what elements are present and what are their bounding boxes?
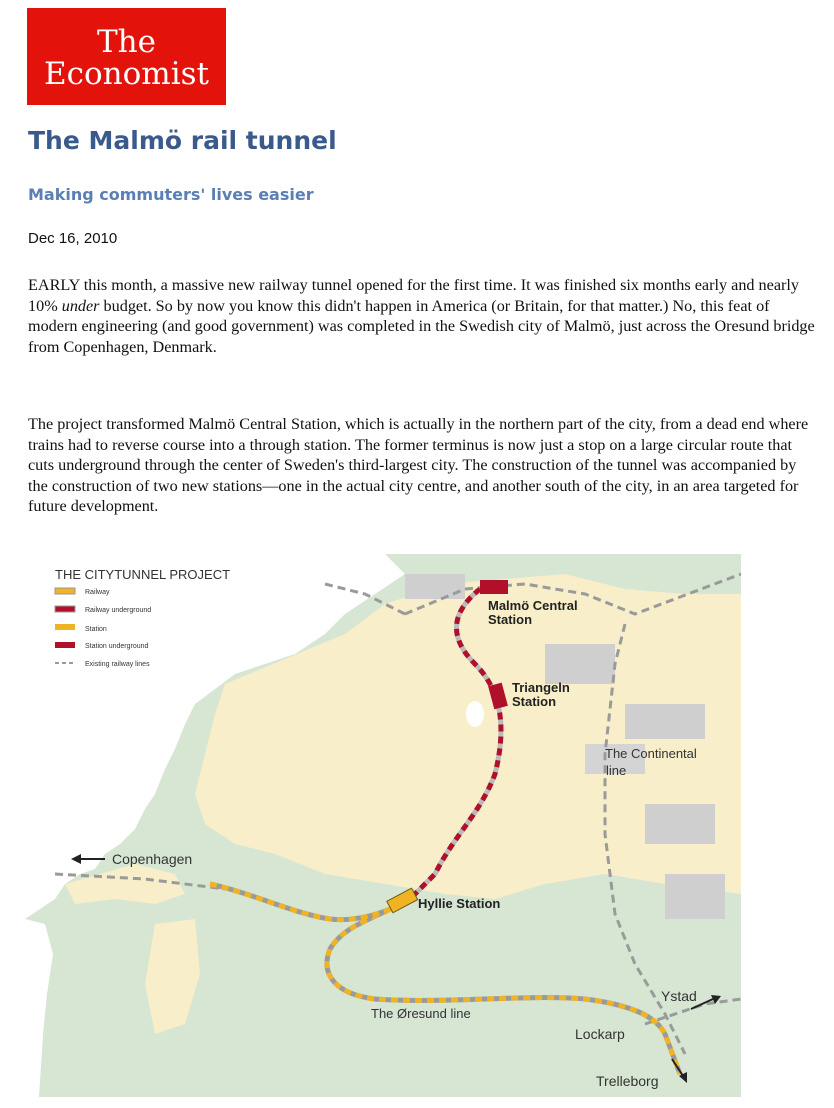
legend-swatch-station: [55, 624, 75, 630]
label-triangeln: Triangeln: [512, 680, 570, 695]
logo-line-2: Economist: [44, 56, 209, 92]
article-paragraph-2: The project transformed Malmö Central Station, which is actually in the northern part of the city, from a dead end where trains had to reverse course into a through station. The former terminus is now just a stop on a large circular route that cuts underground through the center of Sweden's third-largest city. The construction of the tunnel was accompanied by the construction of two new stations—one in the actual city centre, and another south of the city, in an area targeted for future development.: [28, 415, 809, 516]
legend-underground: Railway underground: [85, 607, 152, 614]
industrial-block: [545, 644, 615, 684]
industrial-block: [625, 704, 705, 739]
citytunnel-map: [25, 554, 741, 1097]
label-triangeln-station: Station: [512, 694, 557, 709]
label-continental: The Continental: [605, 746, 697, 761]
map-title: THE CITYTUNNEL PROJECT: [55, 567, 231, 582]
industrial-block: [665, 874, 725, 919]
article-subtitle: Making commuters' lives easier: [28, 185, 314, 204]
label-continental-line: line: [606, 763, 627, 778]
logo-line-1: The: [97, 24, 156, 60]
article-title: The Malmö rail tunnel: [28, 126, 337, 155]
paragraph-1-emphasis: under: [61, 296, 100, 315]
legend-station: Station: [85, 626, 107, 633]
article-paragraph-1: [28, 275, 818, 357]
industrial-block: [645, 804, 715, 844]
label-oresund: The Øresund line: [371, 1006, 471, 1021]
label-copenhagen: Copenhagen: [112, 851, 193, 867]
malmo-central-station-marker: [480, 580, 508, 594]
legend-station-underground: Station underground: [85, 643, 149, 650]
lake: [466, 701, 484, 727]
label-malmo-central: Malmö Central: [488, 598, 578, 613]
industrial-block: [405, 574, 465, 599]
paragraph-1-end: budget. So by now you know this didn't happen in America (or Britain, for that matter.) No, this feat of modern engineering (and good government) was completed in the Swedish city of Malmö, just across the Oresund bridge from Copenhagen, Denmark.: [28, 296, 815, 356]
label-ystad: Ystad: [661, 988, 697, 1004]
legend-railway: Railway: [85, 589, 110, 596]
legend-swatch-underground: [55, 606, 75, 612]
legend-existing: Existing railway lines: [85, 661, 150, 668]
article-date: Dec 16, 2010: [28, 230, 118, 247]
label-lockarp: Lockarp: [575, 1026, 625, 1042]
legend-swatch-railway: [55, 588, 75, 594]
label-hyllie: Hyllie Station: [418, 896, 501, 911]
paragraph-1-start: EARLY this month, a massive new railway tunnel opened for the first time. It was finished six months early and nearly 10%: [28, 276, 800, 315]
label-trelleborg: Trelleborg: [596, 1073, 659, 1089]
economist-logo[interactable]: [27, 8, 226, 105]
legend-swatch-station-underground: [55, 642, 75, 648]
label-malmo-central-station: Station: [488, 612, 533, 627]
